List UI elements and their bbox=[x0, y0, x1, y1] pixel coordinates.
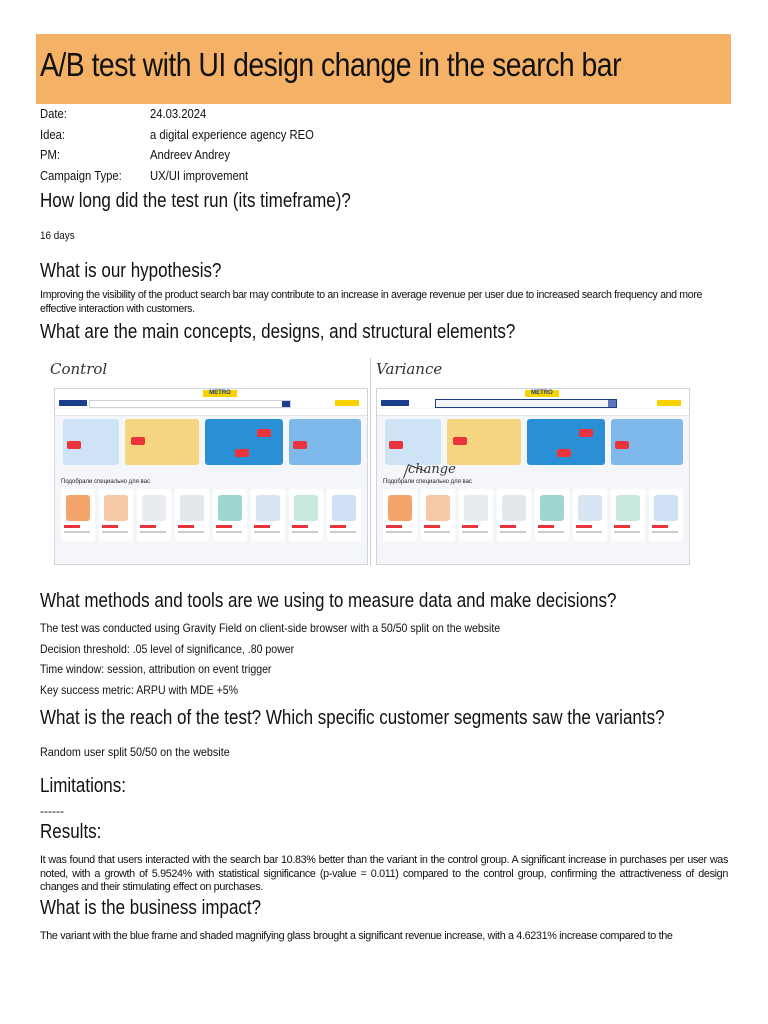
products-heading: Подобрали специально для вас bbox=[383, 479, 473, 485]
promo-banner bbox=[447, 419, 521, 465]
meta-row bbox=[40, 104, 332, 125]
change-label: change bbox=[408, 462, 456, 477]
catalog-button bbox=[381, 400, 409, 406]
product-price bbox=[576, 525, 592, 528]
product-price bbox=[292, 525, 308, 528]
product-name bbox=[614, 531, 640, 533]
product-card bbox=[649, 489, 683, 541]
impact-body: The variant with the blue frame and shaded magnifying glass brought a significant revenue increase, with a 4.6231% increase compared to the bbox=[40, 930, 673, 942]
product-card bbox=[459, 489, 493, 541]
methods-line: Time window: session, attribution on event trigger bbox=[40, 662, 272, 677]
search-bar-variant bbox=[435, 399, 617, 408]
product-name bbox=[652, 531, 678, 533]
product-card bbox=[535, 489, 569, 541]
meta-value: UX/UI improvement bbox=[150, 168, 249, 183]
meta-key: PM: bbox=[40, 148, 61, 163]
product-name bbox=[292, 531, 318, 533]
metro-logo: METRO bbox=[525, 390, 559, 397]
product-name bbox=[216, 531, 242, 533]
product-image bbox=[218, 495, 242, 521]
concepts-heading: What are the main concepts, designs, and structural elements? bbox=[40, 321, 516, 343]
methods-line: Decision threshold: .05 level of significance, .80 power bbox=[40, 641, 295, 656]
methods-line: The test was conducted using Gravity Field on client-side browser with a 50/50 split on the website bbox=[40, 621, 501, 635]
product-image bbox=[142, 495, 166, 521]
product-image bbox=[104, 495, 128, 521]
meta-value: Andreev Andrey bbox=[150, 148, 231, 163]
discount-badge bbox=[293, 441, 307, 449]
product-price bbox=[178, 525, 194, 528]
search-row bbox=[55, 398, 367, 408]
control-label: Control bbox=[50, 360, 108, 378]
meta-key: Campaign Type: bbox=[40, 168, 122, 183]
promo-banner bbox=[385, 419, 441, 465]
product-price bbox=[386, 525, 402, 528]
meta-key: Idea: bbox=[40, 127, 66, 142]
discount-badge bbox=[67, 441, 81, 449]
reach-heading: What is the reach of the test? Which specific customer segments saw the variants? bbox=[40, 707, 665, 729]
product-image bbox=[388, 495, 412, 521]
product-image bbox=[256, 495, 280, 521]
product-name bbox=[538, 531, 564, 533]
product-name bbox=[330, 531, 356, 533]
title-banner bbox=[36, 34, 731, 104]
product-card bbox=[383, 489, 417, 541]
cart-button bbox=[657, 400, 681, 406]
catalog-button bbox=[59, 400, 87, 406]
product-image bbox=[426, 495, 450, 521]
discount-badge bbox=[615, 441, 629, 449]
product-name bbox=[576, 531, 602, 533]
product-name bbox=[102, 531, 128, 533]
product-image bbox=[66, 495, 90, 521]
product-card bbox=[61, 489, 95, 541]
category-nav bbox=[377, 409, 689, 416]
promo-banner bbox=[205, 419, 283, 465]
search-icon bbox=[282, 401, 290, 407]
promo-banner bbox=[63, 419, 119, 465]
meta-row bbox=[40, 166, 332, 187]
discount-badge bbox=[257, 429, 271, 437]
meta-row bbox=[40, 125, 332, 146]
product-image bbox=[294, 495, 318, 521]
meta-key: Date: bbox=[40, 107, 67, 122]
product-name bbox=[140, 531, 166, 533]
product-image bbox=[464, 495, 488, 521]
product-name bbox=[254, 531, 280, 533]
product-image bbox=[654, 495, 678, 521]
figure-divider bbox=[370, 358, 371, 566]
product-card bbox=[573, 489, 607, 541]
discount-badge bbox=[131, 437, 145, 445]
product-price bbox=[140, 525, 156, 528]
product-card bbox=[611, 489, 645, 541]
product-name bbox=[386, 531, 412, 533]
product-price bbox=[424, 525, 440, 528]
meta-table bbox=[40, 104, 332, 186]
meta-value: a digital experience agency REO bbox=[150, 127, 314, 142]
promo-banner bbox=[289, 419, 361, 465]
product-image bbox=[180, 495, 204, 521]
timeframe-heading: How long did the test run (its timeframe)? bbox=[40, 190, 351, 212]
metro-logo: METRO bbox=[203, 390, 237, 397]
discount-badge bbox=[389, 441, 403, 449]
discount-badge bbox=[453, 437, 467, 445]
reach-body bbox=[40, 746, 728, 759]
hypothesis-body: Improving the visibility of the product search bar may contribute to an increase in average revenue per user due to increased search frequency and more effective interaction with customers. bbox=[40, 289, 703, 315]
product-card bbox=[251, 489, 285, 541]
control-screenshot bbox=[54, 388, 368, 565]
product-card bbox=[175, 489, 209, 541]
product-card bbox=[421, 489, 455, 541]
methods-list bbox=[40, 621, 563, 704]
product-card bbox=[213, 489, 247, 541]
products-heading: Подобрали специально для вас bbox=[61, 479, 151, 485]
page-title: A/B test with UI design change in the search bar bbox=[40, 46, 622, 83]
reach-text: Random user split 50/50 on the website bbox=[40, 745, 230, 759]
product-name bbox=[178, 531, 204, 533]
product-image bbox=[502, 495, 526, 521]
product-price bbox=[538, 525, 554, 528]
cart-button bbox=[335, 400, 359, 406]
product-name bbox=[462, 531, 488, 533]
search-icon bbox=[608, 400, 616, 407]
methods-heading: What methods and tools are we using to measure data and make decisions? bbox=[40, 590, 617, 612]
promo-banner bbox=[125, 419, 199, 465]
discount-badge bbox=[235, 449, 249, 457]
timeframe-body bbox=[40, 230, 728, 243]
product-price bbox=[64, 525, 80, 528]
search-row bbox=[377, 398, 689, 408]
limitations-body: ------ bbox=[40, 804, 64, 818]
results-heading: Results: bbox=[40, 821, 102, 843]
product-price bbox=[462, 525, 478, 528]
product-image bbox=[332, 495, 356, 521]
ab-variants-figure bbox=[42, 358, 692, 566]
product-card bbox=[327, 489, 361, 541]
product-price bbox=[254, 525, 270, 528]
product-image bbox=[578, 495, 602, 521]
results-body: It was found that users interacted with the search bar 10.83% better than the variant in the control group. A significant increase in purchases per user was noted, with a growth of 5.9524% with statistical significance (p-value = 0.011) compared to the control group, confirming the attractiveness of design changes and their stimulating effect on purchases. bbox=[40, 854, 728, 894]
meta-value: 24.03.2024 bbox=[150, 107, 207, 122]
promo-banner bbox=[527, 419, 605, 465]
timeframe-text: 16 days bbox=[40, 230, 75, 242]
hypothesis-heading: What is our hypothesis? bbox=[40, 260, 222, 282]
search-bar-control bbox=[89, 400, 291, 408]
methods-line: Key success metric: ARPU with MDE +5% bbox=[40, 683, 239, 698]
product-card bbox=[137, 489, 171, 541]
product-name bbox=[424, 531, 450, 533]
limitations-heading: Limitations: bbox=[40, 775, 126, 797]
product-price bbox=[614, 525, 630, 528]
product-name bbox=[500, 531, 526, 533]
meta-row bbox=[40, 145, 332, 166]
impact-heading: What is the business impact? bbox=[40, 897, 262, 919]
discount-badge bbox=[557, 449, 571, 457]
product-card bbox=[289, 489, 323, 541]
product-price bbox=[216, 525, 232, 528]
variance-label: Variance bbox=[376, 360, 443, 378]
promo-banner bbox=[611, 419, 683, 465]
product-price bbox=[500, 525, 516, 528]
product-card bbox=[497, 489, 531, 541]
discount-badge bbox=[579, 429, 593, 437]
category-nav bbox=[55, 409, 367, 416]
product-price bbox=[102, 525, 118, 528]
product-price bbox=[330, 525, 346, 528]
product-image bbox=[540, 495, 564, 521]
product-card bbox=[99, 489, 133, 541]
product-image bbox=[616, 495, 640, 521]
product-price bbox=[652, 525, 668, 528]
product-name bbox=[64, 531, 90, 533]
